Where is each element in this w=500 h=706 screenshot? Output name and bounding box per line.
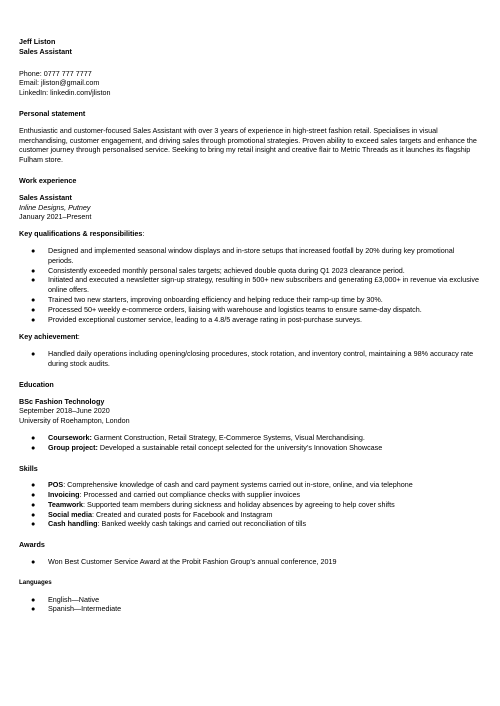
list-item: ● Provided exceptional customer service, leading to a 4.8/5 average rating in post-purchase surveys. — [31, 314, 363, 324]
bullet-icon: ● — [31, 265, 36, 275]
education-heading: Education — [19, 379, 54, 389]
list-item: ● English—Native — [31, 594, 100, 604]
achievement-list — [19, 349, 481, 369]
bullet-icon: ● — [31, 304, 36, 314]
experience-heading: Work experience — [19, 175, 77, 185]
job-company: Inline Designs, Putney — [19, 202, 91, 212]
list-item: ● Group project: Developed a sustainable retail concept selected for the university’s Innovation Showcase — [31, 442, 383, 452]
languages-heading: Languages — [19, 578, 52, 586]
bullet-icon: ● — [31, 499, 36, 509]
list-item: ● Teamwork: Supported team members during sickness and holiday absences by agreeing to help cover shifts — [31, 499, 395, 509]
bullet-icon: ● — [31, 314, 36, 324]
list-item: ● Coursework: Garment Construction, Retail Strategy, E-Commerce Systems, Visual Merchandising. — [31, 432, 365, 442]
degree: BSc Fashion Technology — [19, 396, 105, 406]
linkedin: LinkedIn: linkedin.com/jliston — [19, 88, 111, 98]
list-item: ● Handled daily operations including opening/closing procedures, stock rotation, and inventory control, maintaining a 98% accuracy rate during stock audits. — [31, 349, 474, 368]
statement-text: Enthusiastic and customer-focused Sales Assistant with over 3 years of experience in high-street fashion retail. Specialises in visual merchandising, customer engagement, and driving sales through promotional strategies. Proven ability to exceed sales targets and enhance the customer journey through personalised service. Seeking to bring my retail insight and creative flair to Metric Threads as it launches its flagship Fulham store. — [19, 125, 477, 165]
bullet-icon: ● — [31, 509, 36, 519]
list-item: ● Designed and implemented seasonal window displays and in-store setups that increased footfall by 20% during key promotional periods. — [31, 245, 455, 265]
awards-heading: Awards — [19, 540, 45, 550]
bullet-icon: ● — [31, 275, 36, 285]
candidate-name: Jeff Liston — [19, 37, 56, 46]
candidate-title: Sales Assistant — [19, 46, 72, 56]
skills-list — [19, 480, 481, 529]
list-item: ● Processed 50+ weekly e-commerce orders, liaising with warehouse and logistics teams to ensure same-day dispatch. — [31, 304, 422, 314]
bullet-icon: ● — [31, 490, 36, 500]
job-role: Sales Assistant — [19, 192, 72, 202]
education-list — [19, 433, 481, 453]
list-item: ● Social media: Created and curated posts for Facebook and Instagram — [31, 509, 273, 519]
bullet-icon: ● — [31, 294, 36, 304]
qualifications-heading: Key qualifications & responsibilities: — [19, 229, 145, 239]
awards-list — [19, 557, 481, 567]
languages-list — [19, 595, 481, 615]
bullet-icon: ● — [31, 604, 36, 614]
bullet-icon: ● — [31, 557, 36, 567]
statement-heading: Personal statement — [19, 108, 86, 118]
list-item: ● Invoicing: Processed and carried out compliance checks with supplier invoices — [31, 490, 301, 500]
cv-document — [19, 37, 481, 614]
phone: Phone: 0777 777 7777 — [19, 68, 92, 78]
bullet-icon: ● — [31, 480, 36, 490]
list-item: ● POS: Comprehensive knowledge of cash and card payment systems carried out in-store, online, and via telephone — [31, 480, 413, 490]
list-item: ● Won Best Customer Service Award at the Probit Fashion Group’s annual conference, 2019 — [31, 557, 337, 567]
list-item: ● Cash handling: Banked weekly cash takings and carried out reconciliation of tills — [31, 519, 307, 529]
school: University of Roehampton, London — [19, 416, 130, 426]
bullet-icon: ● — [31, 442, 36, 452]
bullet-icon: ● — [31, 519, 36, 529]
job-dates: January 2021–Present — [19, 212, 92, 222]
education-dates: September 2018–June 2020 — [19, 406, 110, 416]
list-item: ● Consistently exceeded monthly personal sales targets; achieved double quota during Q1 2023 clearance period. — [31, 265, 405, 275]
list-item: ● Initiated and executed a newsletter sign-up strategy, resulting in 500+ new subscribers and generating £3,000+ in revenue via exclusive online offers. — [31, 275, 479, 295]
bullet-icon: ● — [31, 432, 36, 442]
email: Email: jliston@gmail.com — [19, 78, 100, 88]
list-item: ● Spanish—Intermediate — [31, 604, 122, 614]
qualifications-list — [19, 246, 481, 324]
achievement-heading: Key achievement: — [19, 332, 80, 342]
bullet-icon: ● — [31, 349, 36, 359]
list-item: ● Trained two new starters, improving onboarding efficiency and helping reduce their ramp-up time by 30%. — [31, 294, 383, 304]
skills-heading: Skills — [19, 463, 38, 473]
bullet-icon: ● — [31, 245, 36, 255]
bullet-icon: ● — [31, 594, 36, 604]
